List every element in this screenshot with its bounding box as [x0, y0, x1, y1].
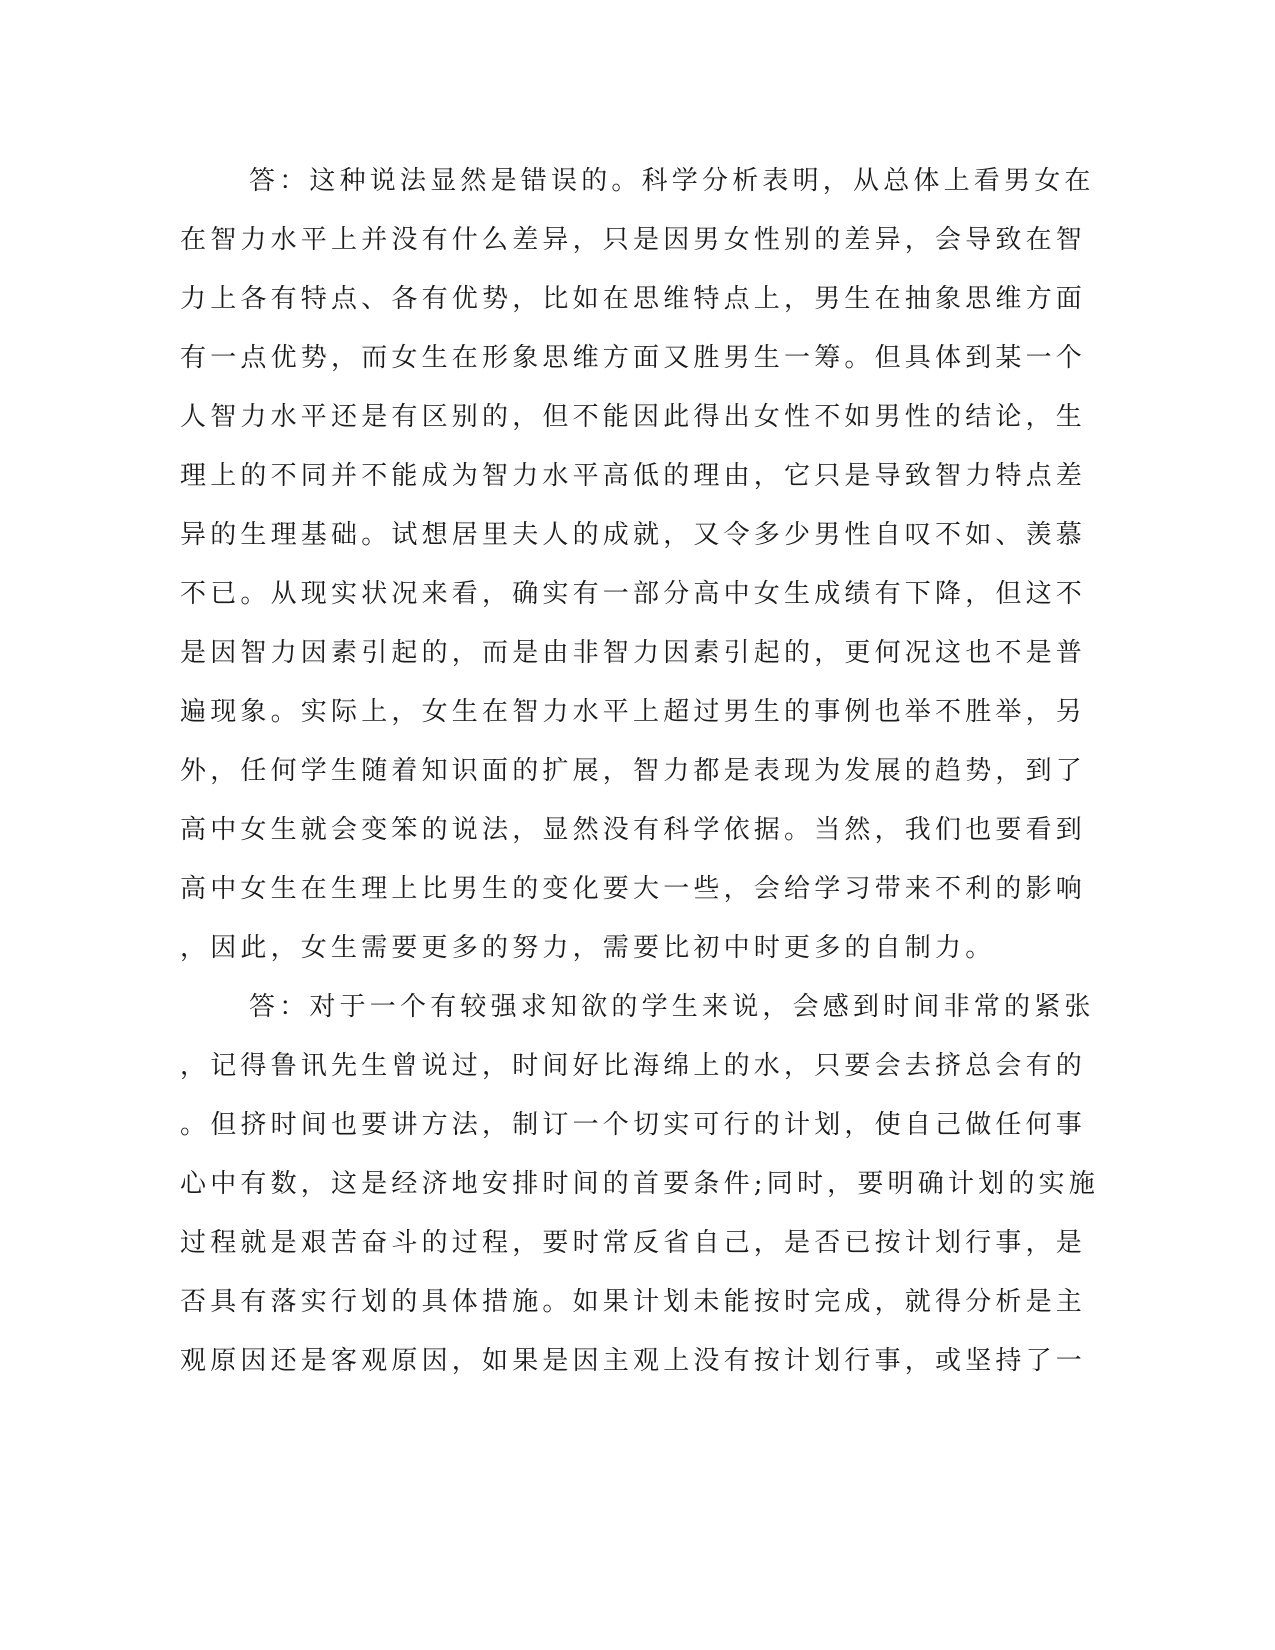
- paragraph-line: ，因此，女生需要更多的努力，需要比初中时更多的自制力。: [180, 933, 996, 963]
- paragraph-line: 力上各有特点、各有优势，比如在思维特点上，男生在抽象思维方面: [180, 284, 1087, 314]
- paragraph-line: ，记得鲁讯先生曾说过，时间好比海绵上的水，只要会去挤总会有的: [180, 1051, 1087, 1081]
- paragraph-line: 过程就是艰苦奋斗的过程，要时常反省自己，是否已按计划行事，是: [180, 1228, 1087, 1258]
- paragraph-line: 理上的不同并不能成为智力水平高低的理由，它只是导致智力特点差: [180, 461, 1087, 491]
- paragraph-line: 在智力水平上并没有什么差异，只是因男女性别的差异，会导致在智: [180, 225, 1087, 255]
- paragraph-line: 否具有落实行划的具体措施。如果计划未能按时完成，就得分析是主: [180, 1287, 1087, 1317]
- paragraph-line: 人智力水平还是有区别的，但不能因此得出女性不如男性的结论，生: [180, 402, 1087, 432]
- paragraph-line: 观原因还是客观原因，如果是因主观上没有按计划行事，或坚持了一: [180, 1346, 1087, 1376]
- paragraph-line: 。但挤时间也要讲方法，制订一个切实可行的计划，使自己做任何事: [180, 1110, 1087, 1140]
- paragraph-line: 心中有数，这是经济地安排时间的首要条件;同时，要明确计划的实施: [180, 1169, 1099, 1199]
- paragraph-line: 高中女生在生理上比男生的变化要大一些，会给学习带来不利的影响: [180, 874, 1087, 904]
- paragraph-line: 遍现象。实际上，女生在智力水平上超过男生的事例也举不胜举，另: [180, 697, 1087, 727]
- paragraph-line: 不已。从现实状况来看，确实有一部分高中女生成绩有下降，但这不: [180, 579, 1087, 609]
- paragraph-line: 答：对于一个有较强求知欲的学生来说，会感到时间非常的紧张: [249, 992, 1095, 1022]
- paragraph-line: 异的生理基础。试想居里夫人的成就，又令多少男性自叹不如、羡慕: [180, 520, 1087, 550]
- paragraph-line: 有一点优势，而女生在形象思维方面又胜男生一筹。但具体到某一个: [180, 343, 1087, 373]
- paragraph-line: 高中女生就会变笨的说法，显然没有科学依据。当然，我们也要看到: [180, 815, 1087, 845]
- paragraph-line: 外，任何学生随着知识面的扩展，智力都是表现为发展的趋势，到了: [180, 756, 1087, 786]
- paragraph-line: 是因智力因素引起的，而是由非智力因素引起的，更何况这也不是普: [180, 638, 1087, 668]
- paragraph-line: 答：这种说法显然是错误的。科学分析表明，从总体上看男女在: [249, 166, 1095, 196]
